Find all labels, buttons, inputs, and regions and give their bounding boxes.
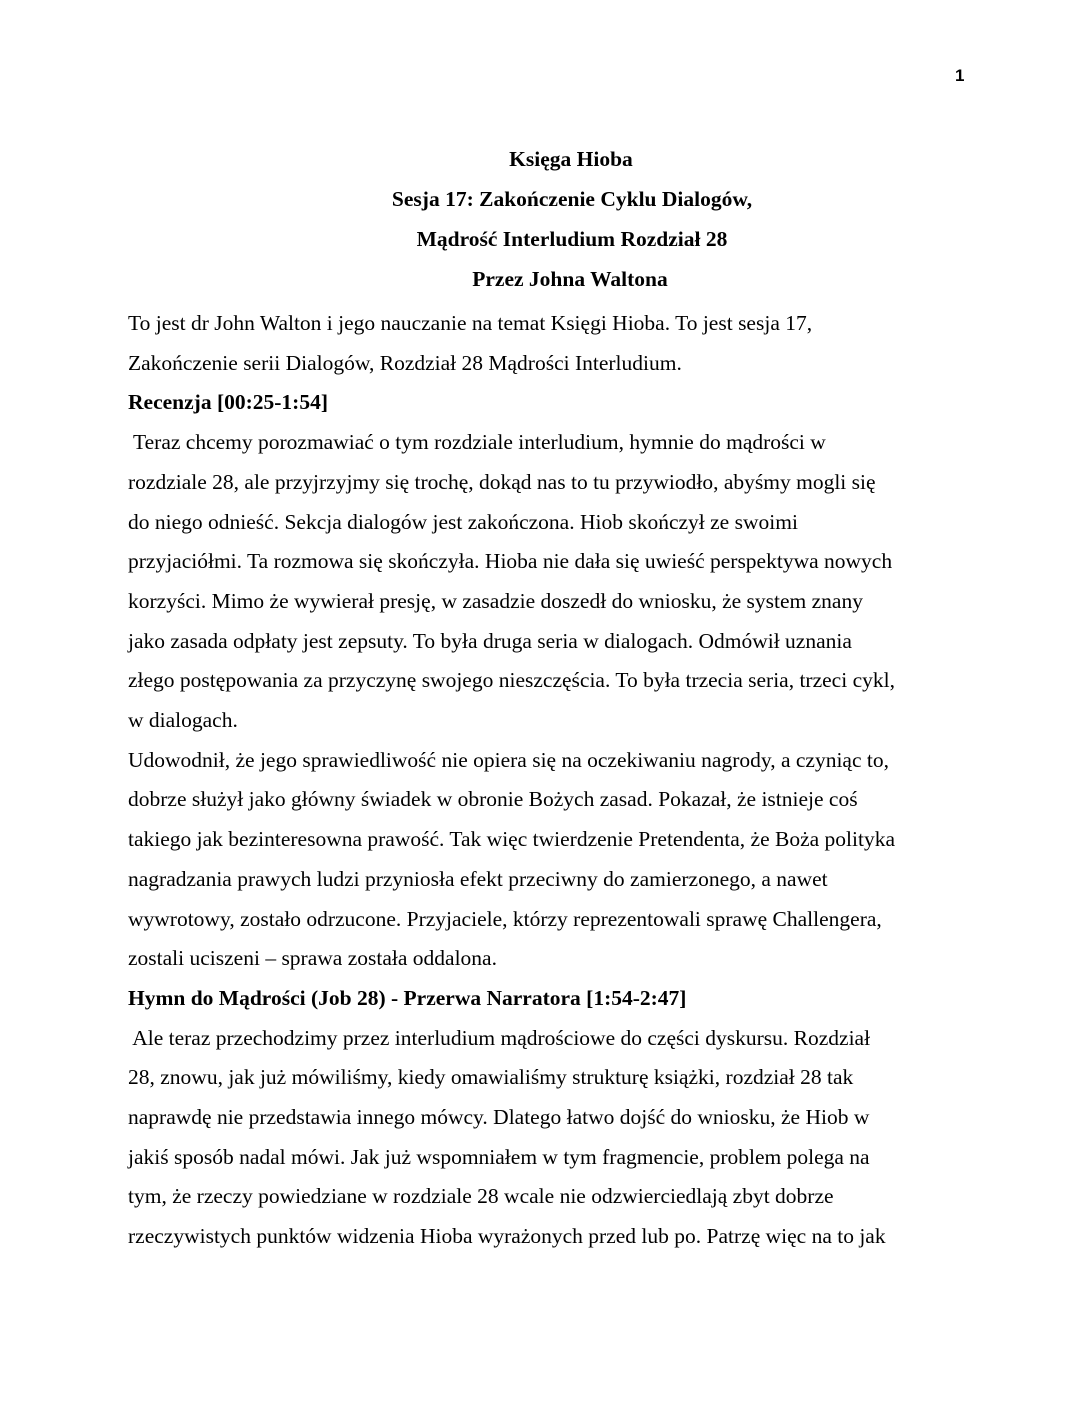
text-line: Teraz chcemy porozmawiać o tym rozdziale interludium, hymnie do mądrości w xyxy=(128,430,826,455)
text-line: jakiś sposób nadal mówi. Jak już wspomniałem w tym fragmencie, problem polega na xyxy=(128,1144,870,1169)
page-number: 1 xyxy=(955,66,965,85)
text-line: zostali uciszeni – sprawa została oddalona. xyxy=(128,946,497,971)
text-line: rzeczywistych punktów widzenia Hioba wyrażonych przed lub po. Patrzę więc na to jak xyxy=(128,1224,886,1249)
text-line: Zakończenie serii Dialogów, Rozdział 28 Mądrości Interludium. xyxy=(128,350,682,375)
section-heading-review: Recenzja [00:25-1:54] xyxy=(128,390,328,415)
text-line: 28, znowu, jak już mówiliśmy, kiedy omawialiśmy strukturę książki, rozdział 28 tak xyxy=(128,1065,854,1090)
document-title-block xyxy=(0,144,1088,304)
text-line: przyjaciółmi. Ta rozmowa się skończyła. Hioba nie dała się uwieść perspektywa nowych xyxy=(128,549,893,574)
review-paragraph-2 xyxy=(128,741,968,979)
text-line: dobrze służył jako główny świadek w obronie Bożych zasad. Pokazał, że istnieje coś xyxy=(128,787,858,812)
text-line: tym, że rzeczy powiedziane w rozdziale 28 wcale nie odzwierciedlają zbyt dobrze xyxy=(128,1184,834,1209)
text-line: korzyści. Mimo że wywierał presję, w zasadzie doszedł do wniosku, że system znany xyxy=(128,588,863,613)
session-title: Sesja 17: Zakończenie Cyklu Dialogów, xyxy=(391,187,753,211)
text-line: Ale teraz przechodzimy przez interludium mądrościowe do części dyskursu. Rozdział xyxy=(128,1025,871,1050)
text-line: naprawdę nie przedstawia innego mówcy. Dlatego łatwo dojść do wniosku, że Hiob w xyxy=(128,1105,870,1130)
text-line: do niego odnieść. Sekcja dialogów jest zakończona. Hiob skończył ze swoimi xyxy=(128,509,798,534)
session-subtitle: Mądrość Interludium Rozdział 28 xyxy=(416,227,728,251)
text-line: Udowodnił, że jego sprawiedliwość nie opiera się na oczekiwaniu nagrody, a czyniąc to, xyxy=(128,747,889,772)
text-line: jako zasada odpłaty jest zepsuty. To była druga seria w dialogach. Odmówił uznania xyxy=(128,628,852,653)
review-paragraph-1 xyxy=(128,423,968,741)
document-body xyxy=(128,304,968,1257)
text-line: nagradzania prawych ludzi przyniosła efekt przeciwny do zamierzonego, a nawet xyxy=(128,866,828,891)
text-line: rozdziale 28, ale przyjrzyjmy się trochę, dokąd nas to tu przywiodło, abyśmy mogli się xyxy=(128,469,876,494)
section-heading-hymn: Hymn do Mądrości (Job 28) - Przerwa Narratora [1:54-2:47] xyxy=(128,985,687,1010)
text-line: To jest dr John Walton i jego nauczanie na temat Księgi Hioba. To jest sesja 17, xyxy=(128,311,813,335)
text-line: w dialogach. xyxy=(128,708,238,733)
hymn-paragraph-1 xyxy=(128,1019,968,1257)
text-line: takiego jak bezinteresowna prawość. Tak więc twierdzenie Pretendenta, że Boża polityka xyxy=(128,827,896,852)
text-line: wywrotowy, zostało odrzucone. Przyjaciele, którzy reprezentowali sprawę Challengera, xyxy=(128,906,882,931)
intro-paragraph xyxy=(128,304,968,383)
book-title: Księga Hioba xyxy=(509,147,633,171)
text-line: złego postępowania za przyczynę swojego nieszczęścia. To była trzecia seria, trzeci cykl, xyxy=(128,668,895,693)
author-line: Przez Johna Waltona xyxy=(472,267,668,291)
